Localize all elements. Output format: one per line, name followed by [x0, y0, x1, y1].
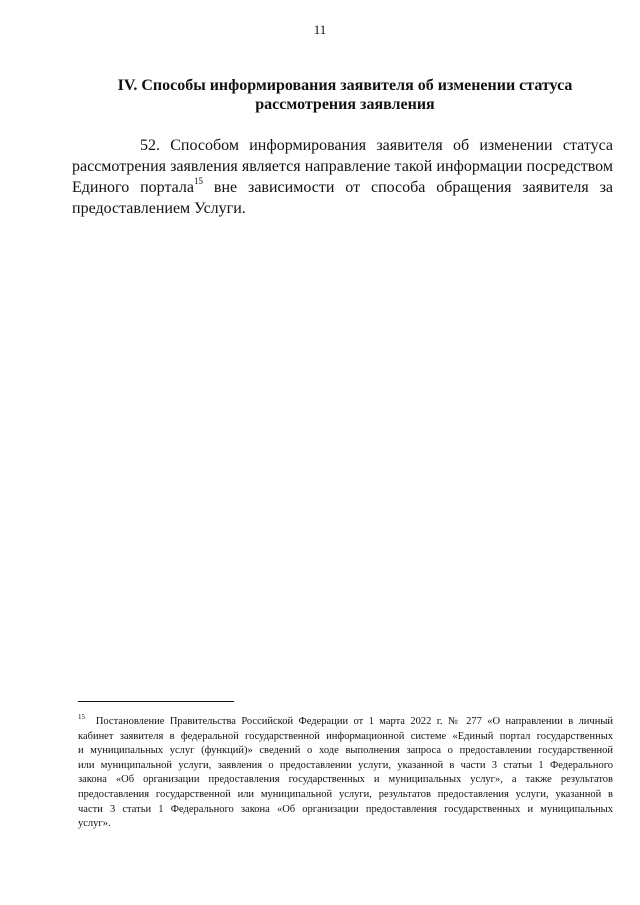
section-heading-line-2: рассмотрения заявления	[255, 96, 435, 113]
footnote-marker: 15	[78, 712, 85, 721]
footnote-line	[78, 712, 613, 730]
paragraph-line-4: предоставлением Услуги.	[72, 200, 246, 217]
section-heading-line-1: IV. Способы информирования заявителя об изменении статуса	[117, 77, 573, 94]
footnote-separator	[78, 701, 234, 702]
footnote-line: закона «Об организации предоставления государственных и муниципальных услуг», а также результатов	[78, 774, 613, 786]
paragraph-52	[72, 135, 613, 219]
paragraph-line-3-start: Единого портала	[72, 179, 194, 196]
paragraph-line-2: рассмотрения заявления является направление такой информации посредством	[72, 158, 613, 175]
section-heading	[100, 76, 590, 114]
footnote-line: и муниципальных услуг (функций)» сведений о ходе выполнения запроса о предоставлении государственной	[78, 745, 613, 757]
footnote-line: предоставления государственной или муниципальной услуги, результатов предоставления услуги, указанной в	[78, 788, 613, 800]
page-number: 11	[313, 22, 327, 37]
footnote-line: услуг».	[78, 818, 111, 830]
footnote	[78, 712, 613, 832]
footnote-reference[interactable]: 15	[193, 175, 203, 186]
footnote-line: или муниципальной услуги, заявления о предоставлении услуги, указанной в части 3 статьи 1 Федерального	[78, 759, 613, 771]
footnote-line: части 3 статьи 1 Федерального закона «Об организации предоставления государственных и муниципальных	[78, 803, 613, 815]
footnote-line: кабинет заявителя в федеральной государственной информационной системе «Единый портал государственных	[78, 730, 613, 742]
paragraph-line-3	[72, 177, 613, 198]
paragraph-line-1: 52. Способом информирования заявителя об изменении статуса	[140, 137, 613, 154]
paragraph-line-3-end: вне зависимости от способа обращения заявителя за	[202, 179, 613, 196]
footnote-line-text: Постановление Правительства Российской Федерации от 1 марта 2022 г. № 277 «О направлении в личный	[95, 716, 613, 727]
